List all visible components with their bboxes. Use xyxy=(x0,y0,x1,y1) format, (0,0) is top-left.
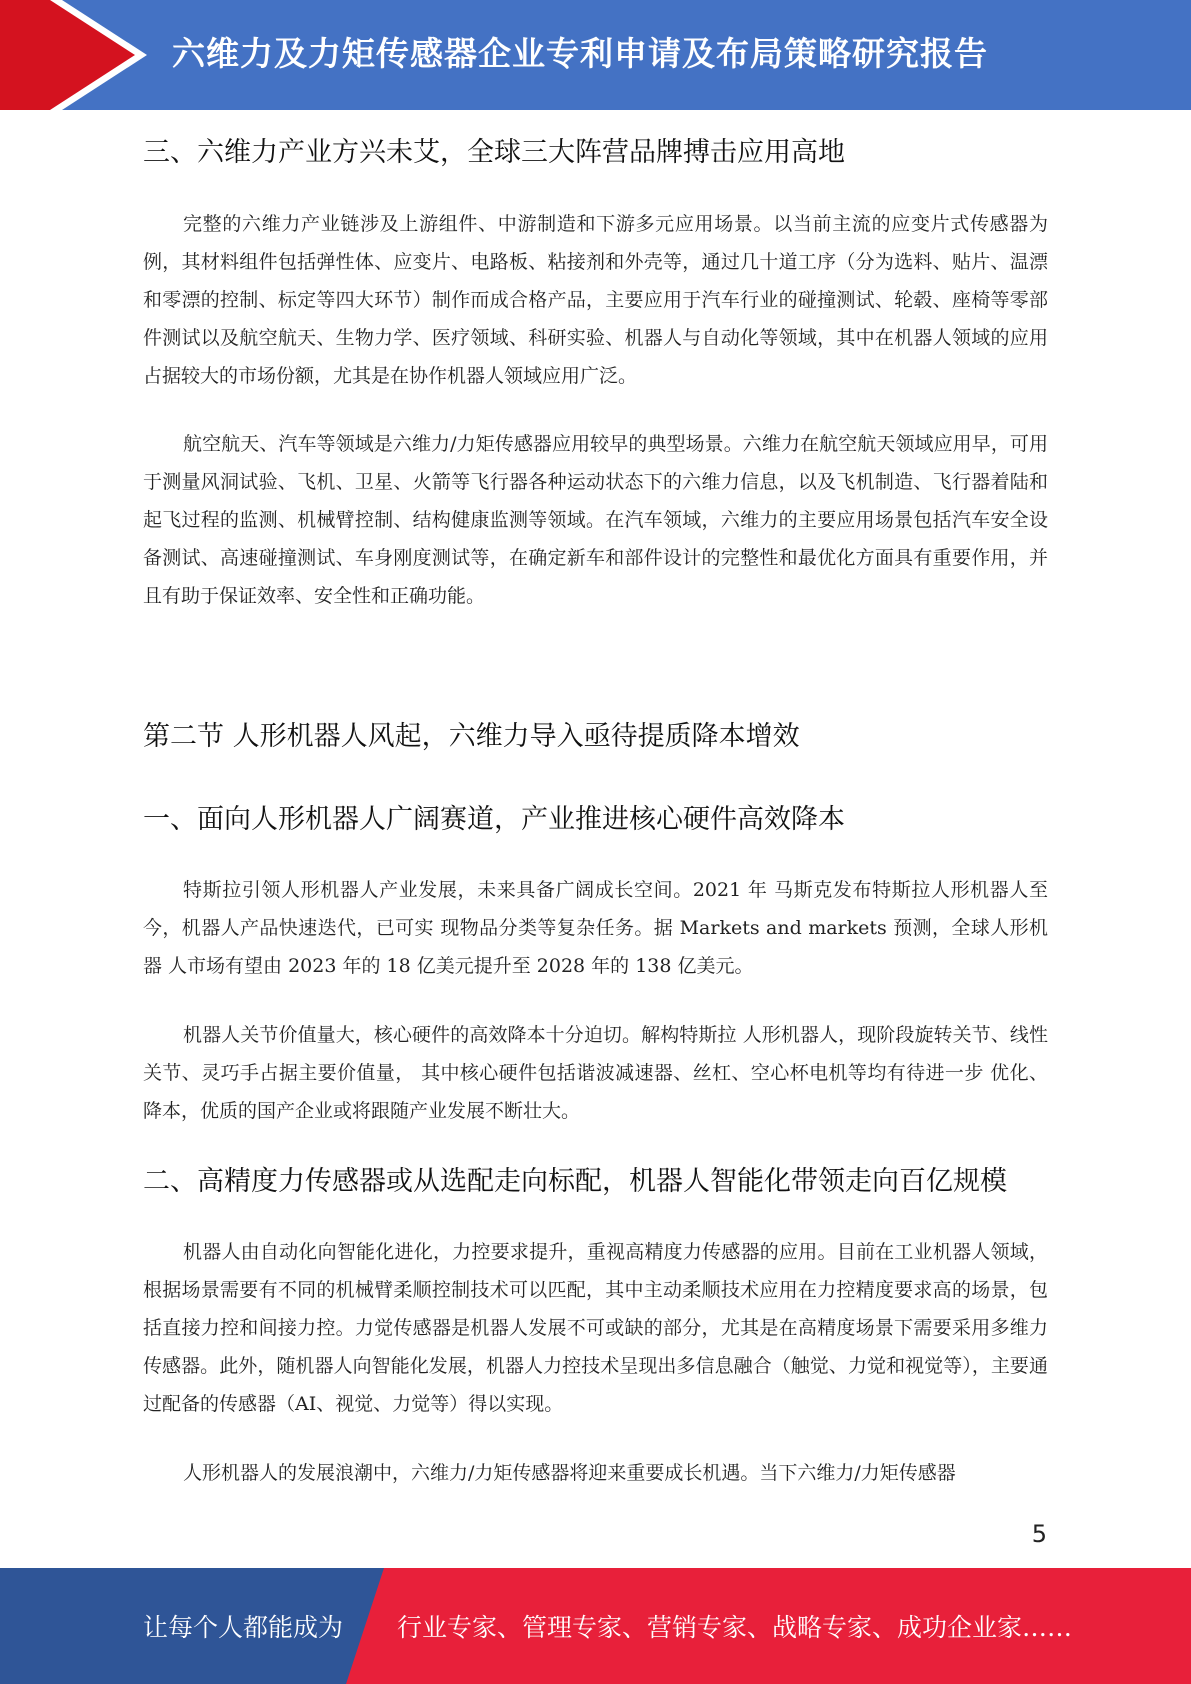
header-chevron-icon xyxy=(0,0,150,110)
report-footer xyxy=(0,1568,1191,1684)
section-three-paragraph-1: 完整的六维力产业链涉及上游组件、中游制造和下游多元应用场景。以当前主流的应变片式传感器为例，其材料组件包括弹性体、应变片、电路板、粘接剂和外壳等，通过几十道工序（分为选料、贴片、温漂和零漂的控制、标定等四大环节）制作而成合格产品，主要应用于汽车行业的碰撞测试、轮毂、座椅等零部件测试以及航空航天、生物力学、医疗领域、科研实验、机器人与自动化等领域，其中在机器人领域的应用占据较大的市场份额，尤其是在协作机器人领域应用广泛。 xyxy=(143,213,1048,387)
report-title: 六维力及力矩传感器企业专利申请及布局策略研究报告 xyxy=(172,34,988,73)
chapter-two-section-two-heading: 二、高精度力传感器或从选配走向标配，机器人智能化带领走向百亿规模 xyxy=(143,1166,1007,1197)
report-header xyxy=(0,0,1191,110)
chapter-two-section-one-paragraph-1: 特斯拉引领人形机器人产业发展，未来具备广阔成长空间。2021 年 马斯克发布特斯拉人形机器人至今，机器人产品快速迭代，已可实 现物品分类等复杂任务。据 Markets and markets 预测，全球人形机器 人市场有望由 2023 年的 18 亿美元提升至 2028 年的 138 亿美元。 xyxy=(143,879,1048,977)
footer-slogan-right: 行业专家、管理专家、营销专家、战略专家、成功企业家…… xyxy=(397,1613,1073,1642)
chapter-two-section-one-paragraph-2: 机器人关节价值量大，核心硬件的高效降本十分迫切。解构特斯拉 人形机器人，现阶段旋转关节、线性关节、灵巧手占据主要价值量， 其中核心硬件包括谐波减速器、丝杠、空心杯电机等均有待进一步 优化、降本，优质的国产企业或将跟随产业发展不断壮大。 xyxy=(143,1024,1048,1122)
page-number: 5 xyxy=(1031,1520,1047,1548)
footer-slogan-left: 让每个人都能成为 xyxy=(143,1613,344,1642)
section-three-paragraph-2: 航空航天、汽车等领域是六维力/力矩传感器应用较早的典型场景。六维力在航空航天领域应用早，可用于测量风洞试验、飞机、卫星、火箭等飞行器各种运动状态下的六维力信息，以及飞机制造、飞行器着陆和起飞过程的监测、机械臂控制、结构健康监测等领域。在汽车领域，六维力的主要应用场景包括汽车安全设备测试、高速碰撞测试、车身刚度测试等，在确定新车和部件设计的完整性和最优化方面具有重要作用，并且有助于保证效率、安全性和正确功能。 xyxy=(143,433,1048,607)
chapter-two-section-two-paragraph-2: 人形机器人的发展浪潮中，六维力/力矩传感器将迎来重要成长机遇。当下六维力/力矩传感器 xyxy=(183,1462,956,1484)
chapter-two-section-two-paragraph-1: 机器人由自动化向智能化进化，力控要求提升，重视高精度力传感器的应用。目前在工业机器人领域，根据场景需要有不同的机械臂柔顺控制技术可以匹配，其中主动柔顺技术应用在力控精度要求高的场景，包括直接力控和间接力控。力觉传感器是机器人发展不可或缺的部分，尤其是在高精度场景下需要采用多维力传感器。此外，随机器人向智能化发展，机器人力控技术呈现出多信息融合（触觉、力觉和视觉等），主要通过配备的传感器（AI、视觉、力觉等）得以实现。 xyxy=(143,1241,1048,1415)
chapter-two-section-one-heading: 一、面向人形机器人广阔赛道，产业推进核心硬件高效降本 xyxy=(143,804,845,835)
section-three-heading: 三、六维力产业方兴未艾，全球三大阵营品牌搏击应用高地 xyxy=(143,137,845,168)
chapter-two-heading: 第二节 人形机器人风起，六维力导入亟待提质降本增效 xyxy=(143,721,800,752)
